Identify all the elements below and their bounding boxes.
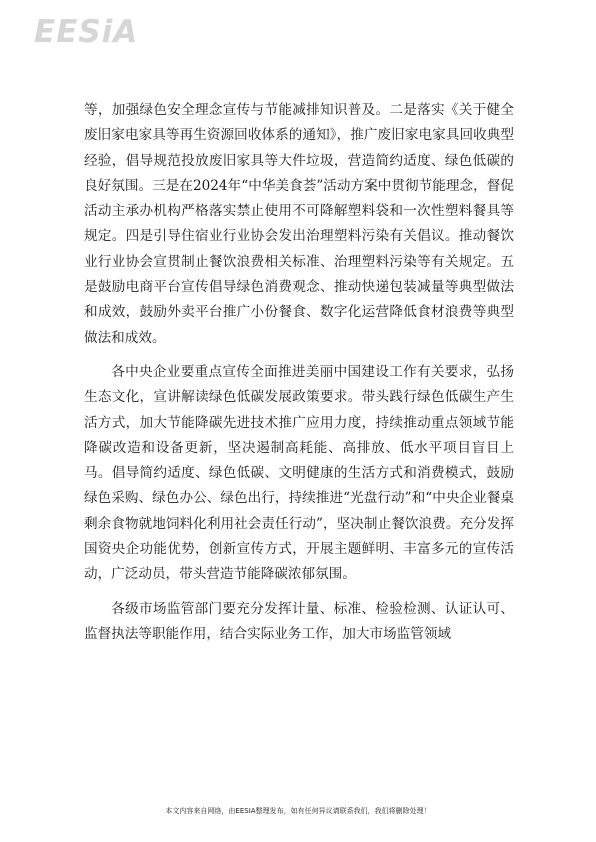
footer-notice: 本文内容来自网络，由EESIA整理发布，如有任何异议请联系我们，我们将删除处理！	[165, 807, 431, 815]
eesia-logo: EESiA	[34, 14, 139, 50]
paragraph-3: 各级市场监管部门要充分发挥计量、标准、检验检测、认证认可、监督执法等职能作用，结合实际业务工作，加大市场监管领域	[84, 600, 514, 642]
paragraph-1: 等，加强绿色安全理念宣传与节能减排知识普及。二是落实《关于健全废旧家电家具等再生资源回收体系的通知》，推广废旧家电家具回收典型经验，倡导规范投放废旧家具等大件垃圾，营造简约适度、绿色低碳的良好氛围。三是在2024年“中华美食荟”活动方案中贯彻节能理念，督促活动主承办机构严格落实禁止使用不可降解塑料袋和一次性塑料餐具等规定。四是引导住宿业行业协会发出治理塑料污染有关倡议。推动餐饮业行业协会宣贯制止餐饮浪费相关标准、治理塑料污染等有关规定。五是鼓励电商平台宣传倡导绿色消费观念、推动快递包装减量等典型做法和成效，鼓励外卖平台推广小份餐食、数字化运营降低食材浪费等典型做法和成效。	[84, 102, 514, 346]
paragraph-2: 各中央企业要重点宣传全面推进美丽中国建设工作有关要求，弘扬生态文化，宣讲解读绿色低碳发展政策要求。带头践行绿色低碳生产生活方式，加大节能降碳先进技术推广应用力度，持续推动重点领域节能降碳改造和设备更新，坚决遏制高耗能、高排放、低水平项目盲目上马。倡导简约适度、绿色低碳、文明健康的生活方式和消费模式，鼓励绿色采购、绿色办公、绿色出行，持续推进“光盘行动”和“中央企业餐桌剩余食物就地饲料化利用社会责任行动”，坚决制止餐饮浪费。充分发挥国资央企功能优势，创新宣传方式，开展主题鲜明、丰富多元的宣传活动，广泛动员，带头营造节能降碳浓郁氛围。	[84, 363, 514, 583]
document-body	[84, 98, 514, 647]
